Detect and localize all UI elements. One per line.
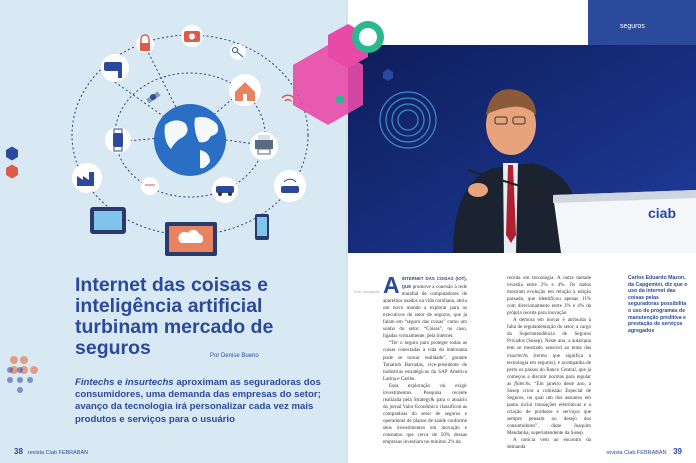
smartphone-icon	[255, 214, 269, 240]
laptop-icon	[165, 222, 217, 256]
photo-caption: Carlos Eduardo Mazon, da Capgemini, diz que o uso da internet das coisas pelas seguradoras possibilita o uso de programas de manutenção preditiva e prestação de serviços agregados	[628, 275, 688, 334]
security-camera-icon	[101, 54, 129, 82]
key-icon	[230, 44, 246, 60]
right-page	[348, 0, 696, 463]
lead-term-fintechs: Fintechs	[75, 377, 115, 388]
podium	[553, 190, 696, 253]
heart-monitor-icon	[141, 177, 159, 195]
paragraph: promove a conexão à rede mundial de computadores de aparelhos usados na vida cotidiana, abriu um novo mundo a explorar para os executivos do setor de seguros, que já falam em “seguro das coisas” como um sonho do setor. “Coisas”, no caso, ligadas virtualmente, pela internet.	[383, 284, 467, 340]
tablet-icon	[90, 207, 126, 234]
lead-in-word: QUE	[401, 284, 412, 290]
satellite-icon	[146, 91, 160, 103]
article-column-2	[507, 275, 591, 451]
lead-term-insurtechs: insurtechs	[125, 377, 174, 388]
dot-pattern-decoration	[0, 355, 60, 415]
camera-icon	[181, 25, 203, 47]
byline: Por Denise Bueno	[210, 353, 259, 359]
page-folio-right	[606, 447, 682, 456]
factory-icon	[72, 163, 102, 193]
page-number: 39	[673, 447, 682, 456]
magazine-name: revista Ciab FEBRABAN	[27, 450, 89, 456]
lead-in-caps: INTERNET DAS COISAS (IOT),	[401, 276, 467, 281]
router-icon	[274, 170, 306, 202]
hexagon-decoration	[6, 147, 18, 179]
paragraph: “Ter o seguro para proteger todas as coisas conectadas à vida do internauta pode se tornar realidade”, garante Tonatiuh Barradas, vice-presidente de indústrias estratégicas da SAP América Latina e Caribe.	[383, 340, 467, 382]
section-label: seguros	[620, 23, 645, 30]
house-icon	[229, 74, 261, 106]
lock-icon	[136, 35, 154, 53]
wifi-icon	[282, 95, 294, 101]
printer-icon	[250, 132, 278, 160]
lead-paragraph	[75, 377, 340, 426]
globe-icon	[154, 104, 226, 176]
paragraph: receita em tecnologia. A outra metade investia entre 2% e 4%. Os dados mostram evolução em relação à edição passada, que identificou apenas 11% com direcionamento entre 3% e 4% da própria receita para inovação.	[507, 275, 591, 317]
drop-cap: A	[383, 272, 400, 298]
term-insurtechs: insurtechs	[507, 352, 528, 359]
podium-logo: ciab	[648, 205, 677, 221]
paragraph: Essa exploração vai exigir investimentos. Pesquisa recente realizada pela Strategy& para o anuário do jornal Valor Econômico classificou as companhias do setor de seguros e operadoras de planos de saúde conforme seus investimentos em inovação e constatou que cerca de 50% dessas empresas investiam no mínimo 2% da	[383, 382, 467, 446]
page-folio-left	[14, 447, 88, 456]
paragraph-text: (termo que significa a tecnologia em seguros), e acompanha de perto os passos do Banco Central, que já começou a discutir normas para regular as	[507, 352, 591, 387]
iot-illustration	[0, 0, 348, 268]
smartwatch-icon	[105, 127, 131, 153]
hexagon-decorations	[348, 0, 696, 120]
page-number: 38	[14, 447, 23, 456]
lead-connector: e	[114, 377, 126, 388]
photo-credit: Foto: divulgação	[354, 290, 380, 294]
paragraph: A notícia vem ao encontro da demanda	[507, 437, 591, 451]
paragraph-text: . “Em janeiro deste ano, a Susep criou a comissão Especial de Seguros, no qual um dos assuntos em pauta inclui transações eletrônicas e a criação de produtos e serviços que sempre pensam no desejo dos consumidores”, disse Joaquim Mendanha, superintendente da Susep.	[507, 380, 591, 437]
paragraph-text: A demora em inovar é atribuída à falta de regulamentação do setor, a cargo da Superintendência de Seguros Privados (Susep). Neste ano, a autarquia tem se mostrado sensível ao tema das	[507, 317, 591, 352]
magazine-name: revista Ciab FEBRABAN	[606, 450, 667, 456]
article-headline: Internet das coisas e inteligência artificial turbinam mercado de seguros	[75, 274, 274, 359]
article-column-1	[383, 272, 467, 446]
paragraph	[507, 317, 591, 437]
car-icon	[212, 177, 238, 203]
term-fintechs: fintechs	[514, 380, 531, 387]
lead-text: aproximam as seguradoras dos consumidores, uma demanda das empresas do setor; avanço da tecnologia irá personalizar cada vez mais produtos e serviços para o usuário	[75, 377, 321, 425]
